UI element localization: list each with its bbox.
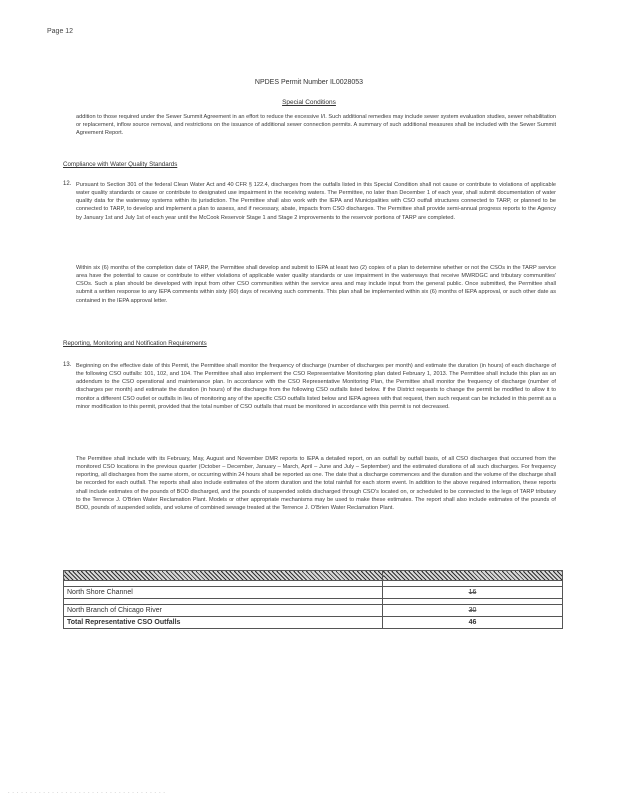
reporting-paragraph-2: The Permittee shall include with its February, May, August and November DMR reports to IEPA a detailed report, on an outfall by outfall basis, of all CSO discharges that occurred from the monitored CSO locations in the previous quarter (October – December, January – March, April – June and July – September) and the estimated durations of all such discharges. For frequency reporting, all discharges from the same storm, or occurring within 24 hours shall be reported as one. The date that a discharge commences and the duration and the volume of the discharge shall be recorded for each outfall. The reports shall also include estimates of the storm duration and the total rainfall for each storm event. In addition to the above required information, these reports shall include estimates of the pounds of BOD discharged, and the pounds of suspended solids discharged through CSO's located on, or scheduled to be connected to the legs of TARP tributary to the Terrence J. O'Brien Water Reclamation Plant. Models or other appropriate mechanisms may be used to make these estimates. The report shall also include estimates of the pounds of BOD, pounds of suspended solids, and volume of combined sewage treated at the Terrence J. O'Brien Water Reclamation Plant. — [76, 456, 556, 511]
total-label: Total Representative CSO Outfalls — [64, 617, 383, 629]
compliance-paragraph-2: Within six (6) months of the completion date of TARP, the Permittee shall develop and submit to IEPA at least two (2) copies of a plan to determine whether or not the CSOs in the TARP service area have the potential to cause or contribute to either violations of applicable water quality standards or use impairment in the waterways that receive MWRDGC and tributary communities' CSOs. Such a plan should be developed with input from other CSO communities within the service area and may include input from the general public. Once submitted, the Permittee shall submit a written response to any IEPA comments within sixty (60) days of receiving such comments. This plan shall be implemented within six (6) months of IEPA approval, or such other date as contained in the IEPA approval letter. — [76, 265, 556, 304]
table-total-row — [64, 617, 563, 629]
table-row — [64, 587, 563, 599]
page-number: Page 12 — [47, 28, 74, 35]
permit-number-heading: NPDES Permit Number IL0028053 — [254, 79, 364, 86]
compliance-section-title: Compliance with Water Quality Standards — [63, 161, 178, 168]
waterway-name: North Branch of Chicago River — [64, 605, 383, 617]
outfall-count — [383, 587, 563, 599]
header-cell-hatched — [64, 571, 383, 581]
total-count: 46 — [383, 617, 563, 629]
header-cell-hatched — [383, 571, 563, 581]
item-number-12: 12. — [63, 181, 72, 187]
outfall-count-value: 30 — [468, 607, 477, 614]
outfall-count — [383, 605, 563, 617]
reporting-paragraph-1: Beginning on the effective date of this Permit, the Permittee shall monitor the frequency of discharge (number of discharges per month) and estimate the duration (in hours) of each discharge of the following CSO outfalls: 101, 102, and 104. The Permittee shall also implement the CSO Representative Monitoring plan dated February 1, 2013. The Permittee shall include this plan as an addendum to the CSO operational and maintenance plan. In accordance with the CSO Representative Monitoring Plan, the Permittee shall monitor the frequency of discharge (number of discharges per month) and estimate the duration (in hours) of the discharge from the following CSO outfalls listed below. If the District requests to change the permit be modified to allow it to monitor a different CSO outlet or outfalls in lieu of monitoring any of the specific CSO outfalls listed below and IEPA agrees with that request, then such request can be included in this permit as a minor modification to this permit, provided that the total number of CSO outfalls that must be monitored in accordance with this permit is not decreased. — [76, 363, 556, 410]
table-header-row — [64, 571, 563, 581]
waterway-name: North Shore Channel — [64, 587, 383, 599]
special-conditions-heading: Special Conditions — [282, 99, 336, 106]
reporting-section-title: Reporting, Monitoring and Notification Requirements — [63, 340, 207, 347]
table-row — [64, 605, 563, 617]
compliance-paragraph-1: Pursuant to Section 301 of the federal Clean Water Act and 40 CFR § 122.4, discharges from the outfalls listed in this Special Condition shall not cause or contribute to violations of applicable water quality standards or cause or contribute to designated use impairment in the receiving waters. The Permittee, no later than December 1 of each year, shall submit documentation of water quality data for the waterway systems within its jurisdiction. The Permittee shall also work with the IEPA and Municipalities with CSO outfall structures connected to TARP, or planned to be connected to TARP, to develop and implement a plan to assess, and if necessary, abate, impacts from CSO discharges. The Permittee shall provide semi-annual progress reports to the Agency by January 1st and July 1st of each year until the McCook Reservoir Stage 1 and Stage 2 improvements to the reservoir portions of TARP are completed. — [76, 182, 556, 221]
cso-outfall-table — [63, 570, 563, 629]
item-number-13: 13. — [63, 362, 72, 368]
outfall-count-value: 16 — [468, 589, 477, 596]
intro-paragraph: addition to those required under the Sewer Summit Agreement in an effort to reduce the excessive I/I. Such additional remedies may include sewer system evaluation studies, sewer rehabilitation or replacement, inflow source removal, and restrictions on the issuance of additional sewer connection permits. A summary of such additional measures shall be included with the Sewer Summit Agreement Report. — [76, 114, 556, 137]
scan-footer-artifact: - - - - - - - - - - - - - - - - - - - - - - - - - - - - - - - - - - - - — [8, 789, 166, 794]
